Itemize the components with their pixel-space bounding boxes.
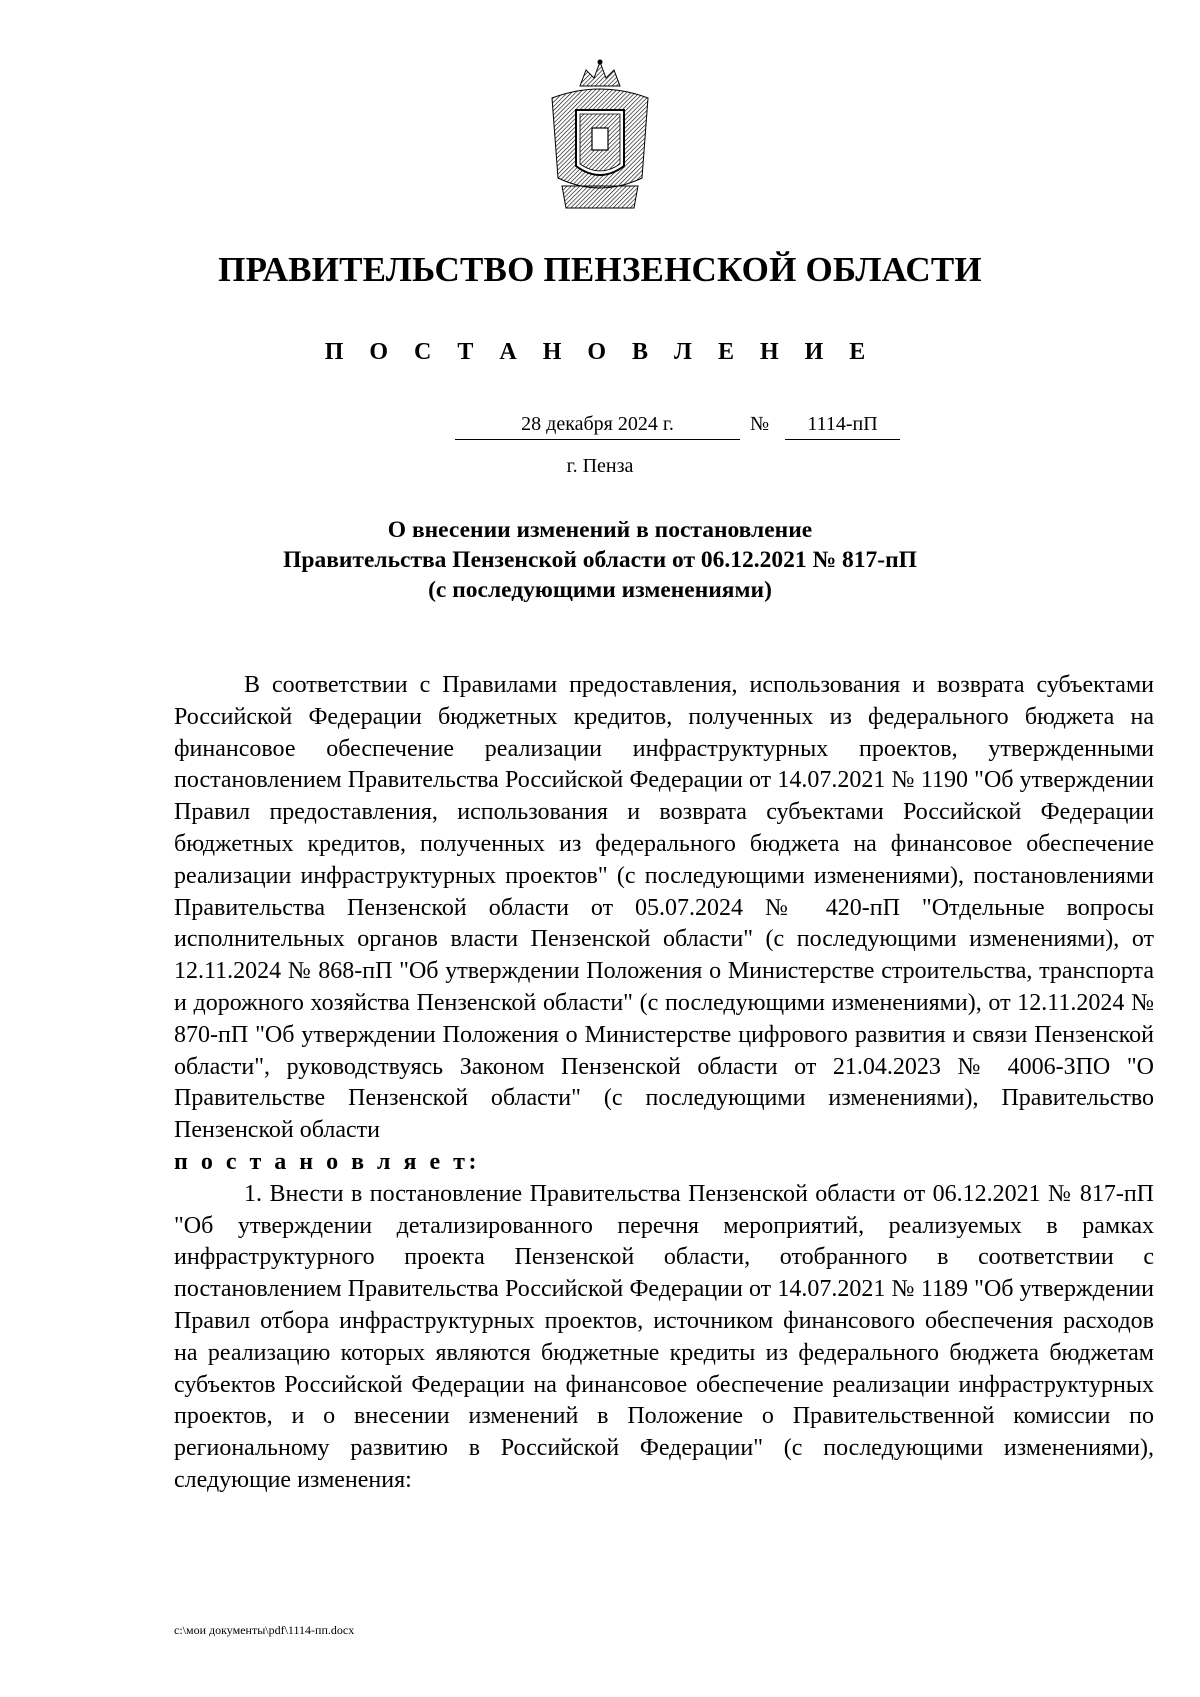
preamble-paragraph: В соответствии с Правилами предоставления, использования и возврата субъектами Российской Федерации бюджетных кредитов, полученных из федерального бюджета на финансовое обеспечение реализации инфраструктурных проектов, утвержденными постановлением Правительства Российской Федерации от 14.07.2021 № 1190 "Об утверждении Правил предоставления, использования и возврата субъектами Российской Федерации бюджетных кредитов, полученных из федерального бюджета на финансовое обеспечение реализации инфраструктурных проектов" (с последующими изменениями), постановлениями Правительства Пензенской области от 05.07.2024 № 420-пП "Отдельные вопросы исполнительных органов власти Пензенской области" (с последующими изменениями), от 12.11.2024 № 868-пП "Об утверждении Положения о Министерстве строительства, транспорта и дорожного хозяйства Пензенской области" (с последующими изменениями), от 12.11.2024 № 870-пП "Об утверждении Положения о Министерстве цифрового развития и связи Пензенской области", руководствуясь Законом Пензенской области от 21.04.2023 № 4006-ЗПО "О Правительстве Пензенской области" (с последующими изменениями), Правительство Пензенской области <box>174 672 1154 1144</box>
number-sign: № <box>750 413 770 435</box>
coat-of-arms-icon <box>542 58 658 220</box>
document-subject <box>0 515 1200 605</box>
number-underline <box>785 439 900 440</box>
document-body <box>174 670 1154 1497</box>
document-number: 1114-пП <box>807 413 878 435</box>
document-type: П О С Т А Н О В Л Е Н И Е <box>324 339 876 365</box>
file-path-footer: c:\мои документы\pdf\1114-пп.docx <box>174 1623 355 1637</box>
item-1-paragraph: 1. Внести в постановление Правительства Пензенской области от 06.12.2021 № 817-пП "Об утверждении детализированного перечня мероприятий, реализуемых в рамках инфраструктурного проекта Пензенской области, отобранного в соответствии с постановлением Правительства Российской Федерации от 14.07.2021 № 1189 "Об утверждении Правил отбора инфраструктурных проектов, источником финансового обеспечения расходов на реализацию которых являются бюджетные кредиты из федерального бюджета бюджетам субъектов Российской Федерации на финансовое обеспечение реализации инфраструктурных проектов, и о внесении изменений в Положение о Правительственной комиссии по региональному развитию в Российской Федерации" (с последующими изменениями), следующие изменения: <box>174 1180 1154 1493</box>
subject-line-2: Правительства Пензенской области от 06.12.2021 № 817-пП <box>283 547 917 573</box>
government-title: ПРАВИТЕЛЬСТВО ПЕНЗЕНСКОЙ ОБЛАСТИ <box>218 250 982 289</box>
document-date: 28 декабря 2024 г. <box>521 413 674 435</box>
subject-line-1: О внесении изменений в постановление <box>387 517 813 543</box>
resolves-clause: п о с т а н о в л я е т: <box>174 1148 480 1175</box>
city: г. Пенза <box>566 455 634 477</box>
date-underline <box>455 439 740 440</box>
subject-line-3: (с последующими изменениями) <box>428 577 772 603</box>
